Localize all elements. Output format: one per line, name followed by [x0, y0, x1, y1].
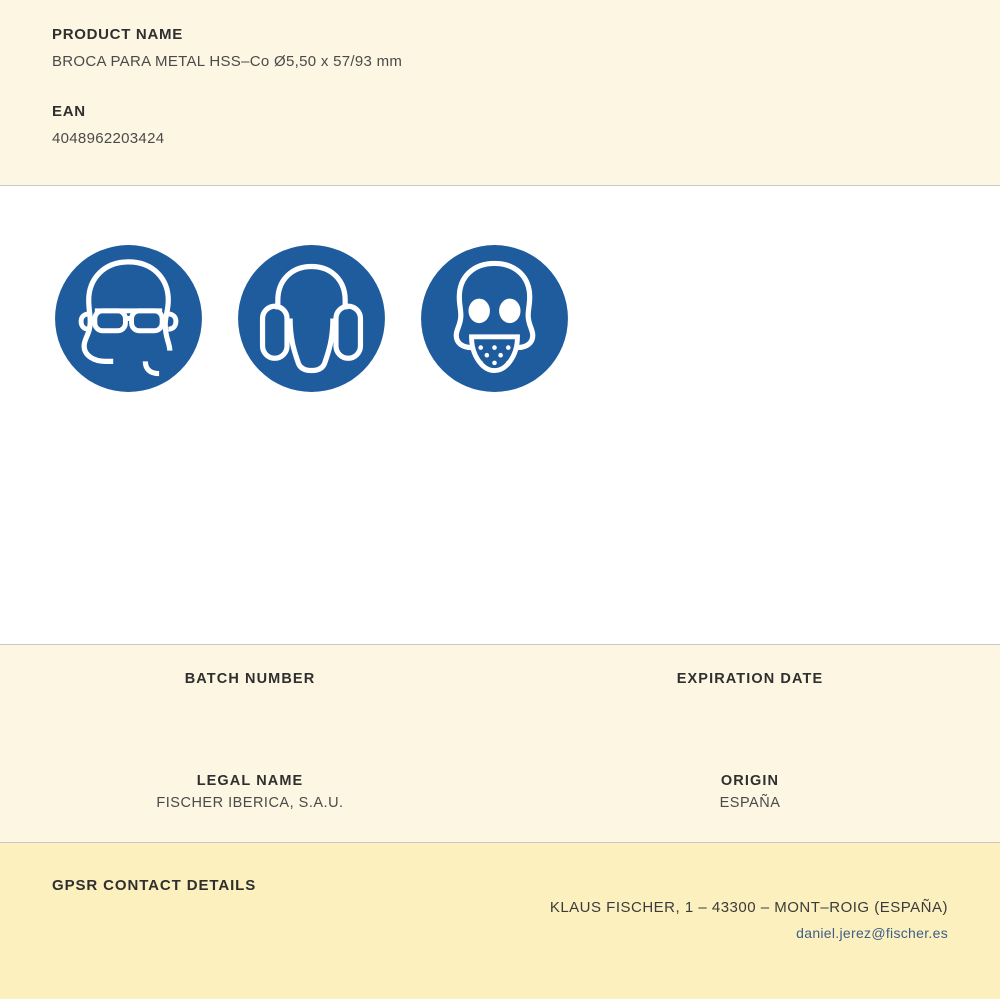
product-identification-section	[0, 0, 1000, 186]
wear-ear-protection-icon	[235, 242, 388, 395]
wear-respiratory-protection-icon	[418, 242, 571, 395]
product-name-label: PRODUCT NAME	[52, 26, 183, 43]
origin-label: ORIGIN	[720, 773, 780, 789]
origin-value: ESPAÑA	[719, 795, 781, 811]
product-name-value: BROCA PARA METAL HSS–Co Ø5,50 x 57/93 mm	[52, 53, 403, 70]
ean-label: EAN	[52, 103, 86, 120]
gpsr-address: KLAUS FISCHER, 1 – 43300 – MONT–ROIG (ESPAÑA)	[549, 899, 948, 916]
legal-name-cell	[0, 773, 500, 813]
legal-name-value: FISCHER IBERICA, S.A.U.	[156, 795, 344, 811]
ean-field	[52, 103, 948, 147]
batch-number-value	[0, 693, 500, 711]
expiration-date-cell	[500, 671, 1000, 711]
row-spacer	[0, 711, 1000, 773]
wear-eye-protection-icon	[52, 242, 205, 395]
gpsr-contact-label: GPSR CONTACT DETAILS	[52, 877, 257, 894]
batch-number-cell	[0, 671, 500, 711]
batch-number-label: BATCH NUMBER	[184, 671, 316, 687]
gpsr-contact-section	[0, 843, 1000, 999]
pictogram-row	[52, 242, 948, 395]
batch-legal-section	[0, 645, 1000, 843]
ean-value: 4048962203424	[52, 130, 165, 147]
origin-cell	[500, 773, 1000, 813]
legal-name-label: LEGAL NAME	[196, 773, 304, 789]
gpsr-contact-details	[550, 899, 948, 943]
gpsr-email-link[interactable]: daniel.jerez@fischer.es	[796, 925, 948, 941]
batch-row	[0, 671, 1000, 711]
product-name-field	[52, 26, 948, 70]
safety-pictograms-section	[0, 186, 1000, 645]
legal-row	[0, 773, 1000, 813]
expiration-date-value	[500, 693, 1000, 711]
expiration-date-label: EXPIRATION DATE	[676, 671, 824, 687]
